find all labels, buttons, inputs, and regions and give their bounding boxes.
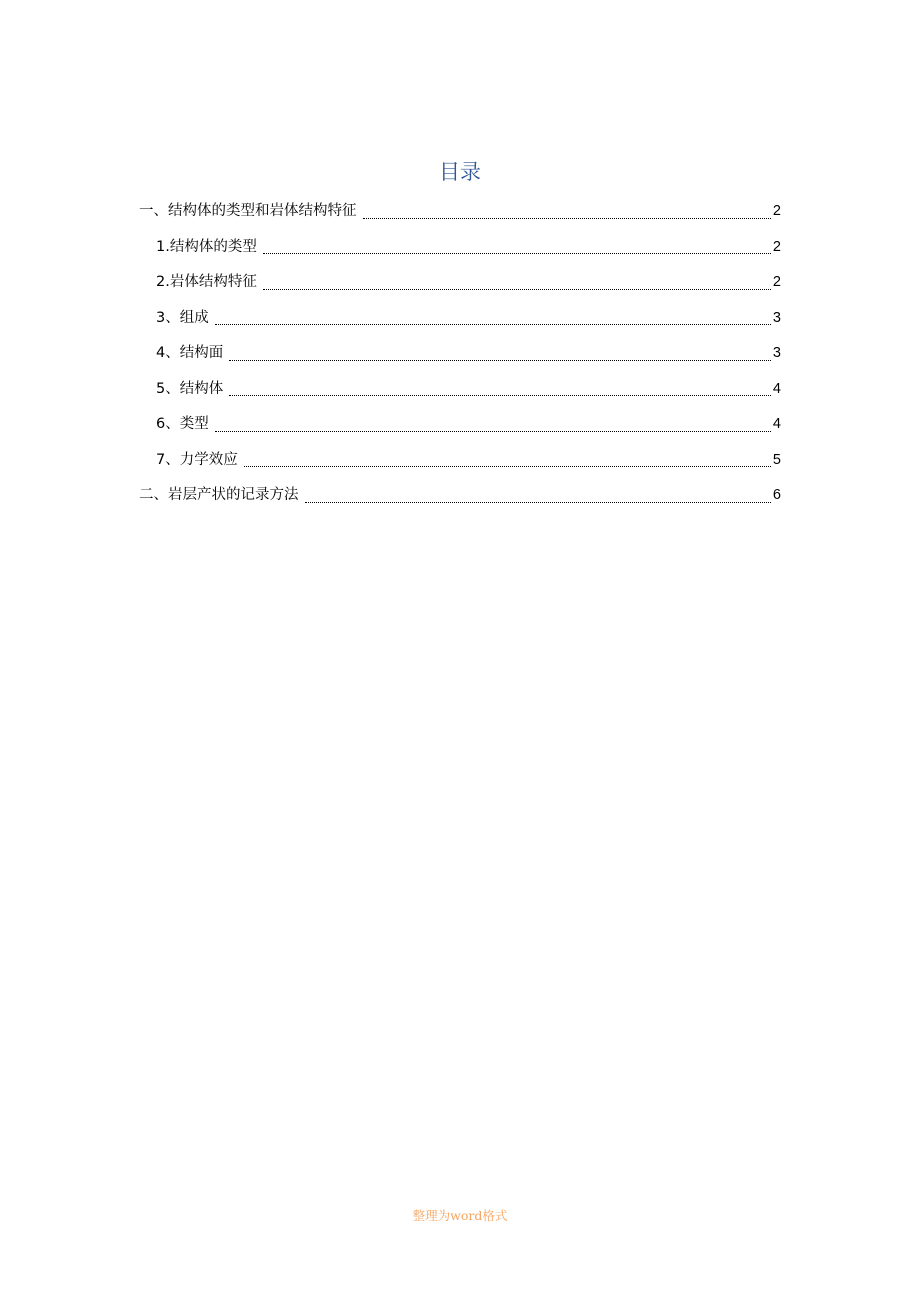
toc-entry[interactable] — [139, 232, 781, 268]
toc-dot-leader — [363, 217, 771, 219]
toc-entry-text: 一、结构体的类型和岩体结构特征 — [139, 203, 357, 219]
toc-entry[interactable] — [139, 409, 781, 445]
toc-dot-leader — [215, 430, 771, 432]
toc-entry[interactable] — [139, 338, 781, 374]
toc-page-number: 3 — [772, 309, 781, 326]
toc-entry[interactable] — [139, 196, 781, 232]
toc-dot-leader — [229, 359, 771, 361]
toc-dot-leader — [229, 394, 771, 396]
toc-page-number: 4 — [772, 416, 781, 432]
toc-entry[interactable] — [139, 267, 781, 303]
toc-entry[interactable] — [139, 303, 781, 339]
toc-dot-leader — [305, 501, 771, 503]
toc-dot-leader — [244, 465, 771, 467]
toc-entry-text: 1.结构体的类型 — [156, 238, 257, 255]
toc-title: 目录 — [439, 160, 481, 184]
toc-page-number: 4 — [772, 380, 781, 397]
toc-dot-leader — [215, 323, 771, 325]
toc-dot-leader — [263, 252, 771, 254]
toc-page-number: 3 — [772, 345, 781, 361]
toc-entry-text: 7、力学效应 — [156, 451, 238, 468]
table-of-contents — [139, 196, 781, 516]
page-footer: 整理为word格式 — [412, 1208, 508, 1223]
toc-page-number: 2 — [772, 203, 781, 219]
toc-entry-text: 6、类型 — [156, 416, 209, 432]
toc-page-number: 2 — [772, 238, 781, 255]
toc-entry-text: 2.岩体结构特征 — [156, 274, 257, 290]
toc-entry[interactable] — [139, 480, 781, 516]
toc-entry[interactable] — [139, 374, 781, 410]
toc-entry-text: 5、结构体 — [156, 380, 224, 397]
toc-entry-text: 二、岩层产状的记录方法 — [139, 487, 299, 503]
toc-entry-text: 4、结构面 — [156, 345, 224, 361]
toc-page-number: 6 — [772, 487, 781, 503]
toc-dot-leader — [263, 288, 771, 290]
toc-entry[interactable] — [139, 445, 781, 481]
toc-page-number: 5 — [772, 451, 781, 468]
toc-entry-text: 3、组成 — [156, 309, 209, 326]
toc-page-number: 2 — [772, 274, 781, 290]
